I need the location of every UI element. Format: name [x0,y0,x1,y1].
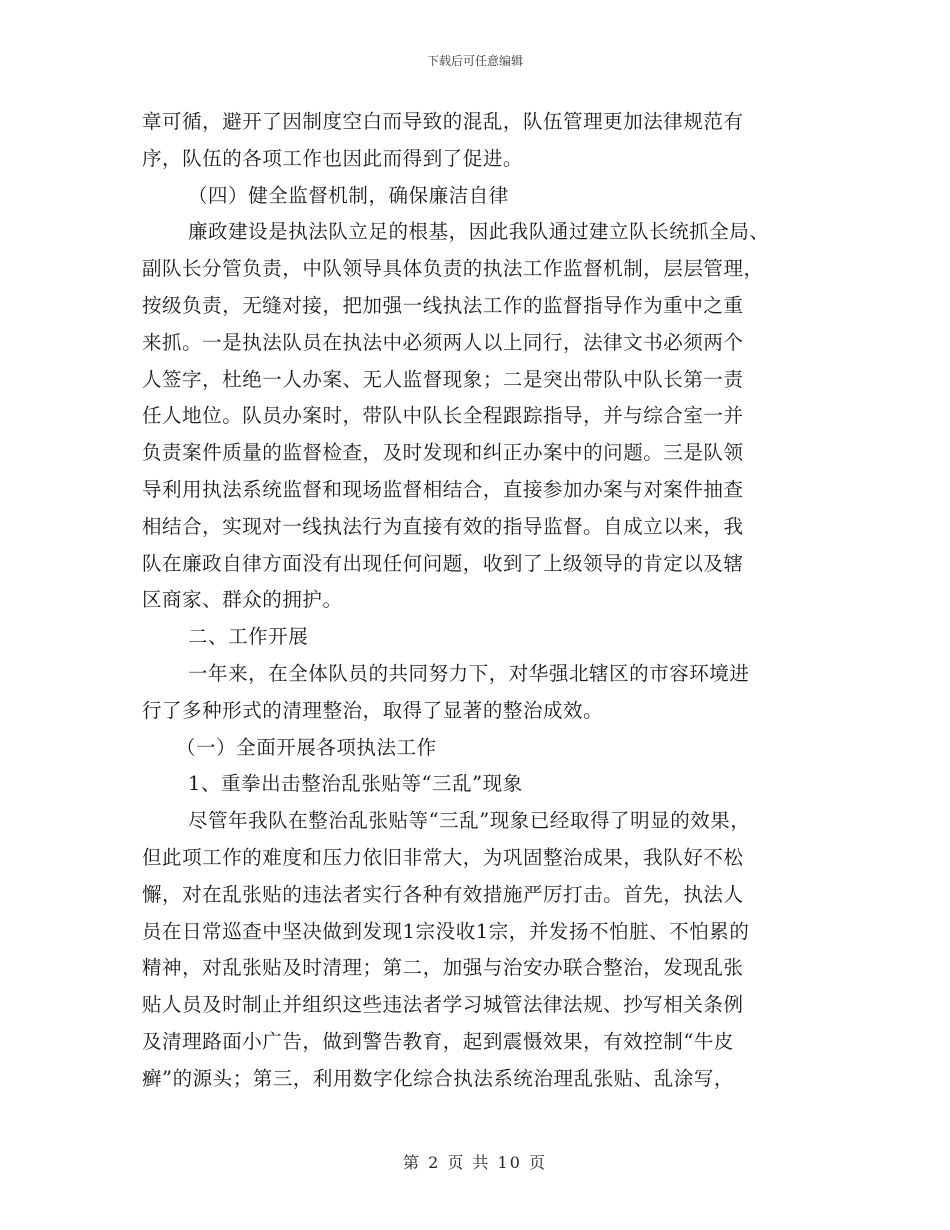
text-line: 来抓。一是执法队员在执法中必须两人以上同行，法律文书必须两个 [142,330,744,354]
text-line: 精神，对乱张贴及时清理；第二，加强与治安办联合整治，发现乱张 [142,956,744,980]
section-heading: （四）健全监督机制，确保廉洁自律 [188,183,509,207]
text-line: 副队长分管负责，中队领导具体负责的执法工作监督机制，层层管理， [142,257,764,281]
text-line: 章可循，避开了因制度空白而导致的混乱，队伍管理更加法律规范有 [142,110,744,133]
text-line: 相结合，实现对一线执法行为直接有效的指导监督。自成立以来，我 [142,514,744,538]
text-line: 导利用执法系统监督和现场监督相结合，直接参加办案与对案件抽查 [142,477,744,501]
document-body [142,104,810,1098]
text-line: 廉政建设是执法队立足的根基，因此我队通过建立队长统抓全局、 [188,220,770,244]
text-line: 区商家、群众的拥护。 [142,588,343,612]
text-line: 尽管年我队在整治乱张贴等“三乱”现象已经取得了明显的效果， [188,809,751,833]
text-line: 一年来，在全体队员的共同努力下，对华强北辖区的市容环境进 [188,661,750,685]
text-line: 癣”的源头；第三，利用数字化综合执法系统治理乱张贴、乱涂写， [142,1066,734,1090]
text-line: 行了多种形式的清理整治，取得了显著的整治成效。 [142,698,604,722]
text-line: 序，队伍的各项工作也因此而得到了促进。 [142,146,523,170]
section-heading: （一）全面开展各项执法工作 [176,735,437,759]
text-line: 按级负责，无缝对接，把加强一线执法工作的监督指导作为重中之重 [142,293,744,317]
text-line: 但此项工作的难度和压力依旧非常大，为巩固整治成果，我队好不松 [142,845,744,869]
text-line: 任人地位。队员办案时，带队中队长全程跟踪指导，并与综合室一并 [142,404,744,428]
text-line: 人签字，杜绝一人办案、无人监督现象；二是突出带队中队长第一责 [142,367,744,391]
text-line: 队在廉政自律方面没有出现任何问题，收到了上级领导的肯定以及辖 [142,551,744,575]
text-line: 负责案件质量的监督检查，及时发现和纠正办案中的问题。三是队领 [142,441,744,465]
page-number: 第 2 页 共 10 页 [403,1153,547,1172]
subsection-heading: 1、重拳出击整治乱张贴等“三乱”现象 [188,772,523,796]
text-line: 懈，对在乱张贴的违法者实行各种有效措施严厉打击。首先，执法人 [142,882,744,906]
text-line: 及清理路面小广告，做到警告教育，起到震慑效果，有效控制“牛皮 [142,1029,734,1053]
section-heading: 二、工作开展 [188,625,309,649]
text-line: 贴人员及时制止并组织这些违法者学习城管法律法规、抄写相关条例 [142,993,744,1017]
page-header-note: 下载后可任意编辑 [426,54,523,68]
text-line: 员在日常巡查中坚决做到发现1宗没收1宗，并发扬不怕脏、不怕累的 [142,919,750,943]
